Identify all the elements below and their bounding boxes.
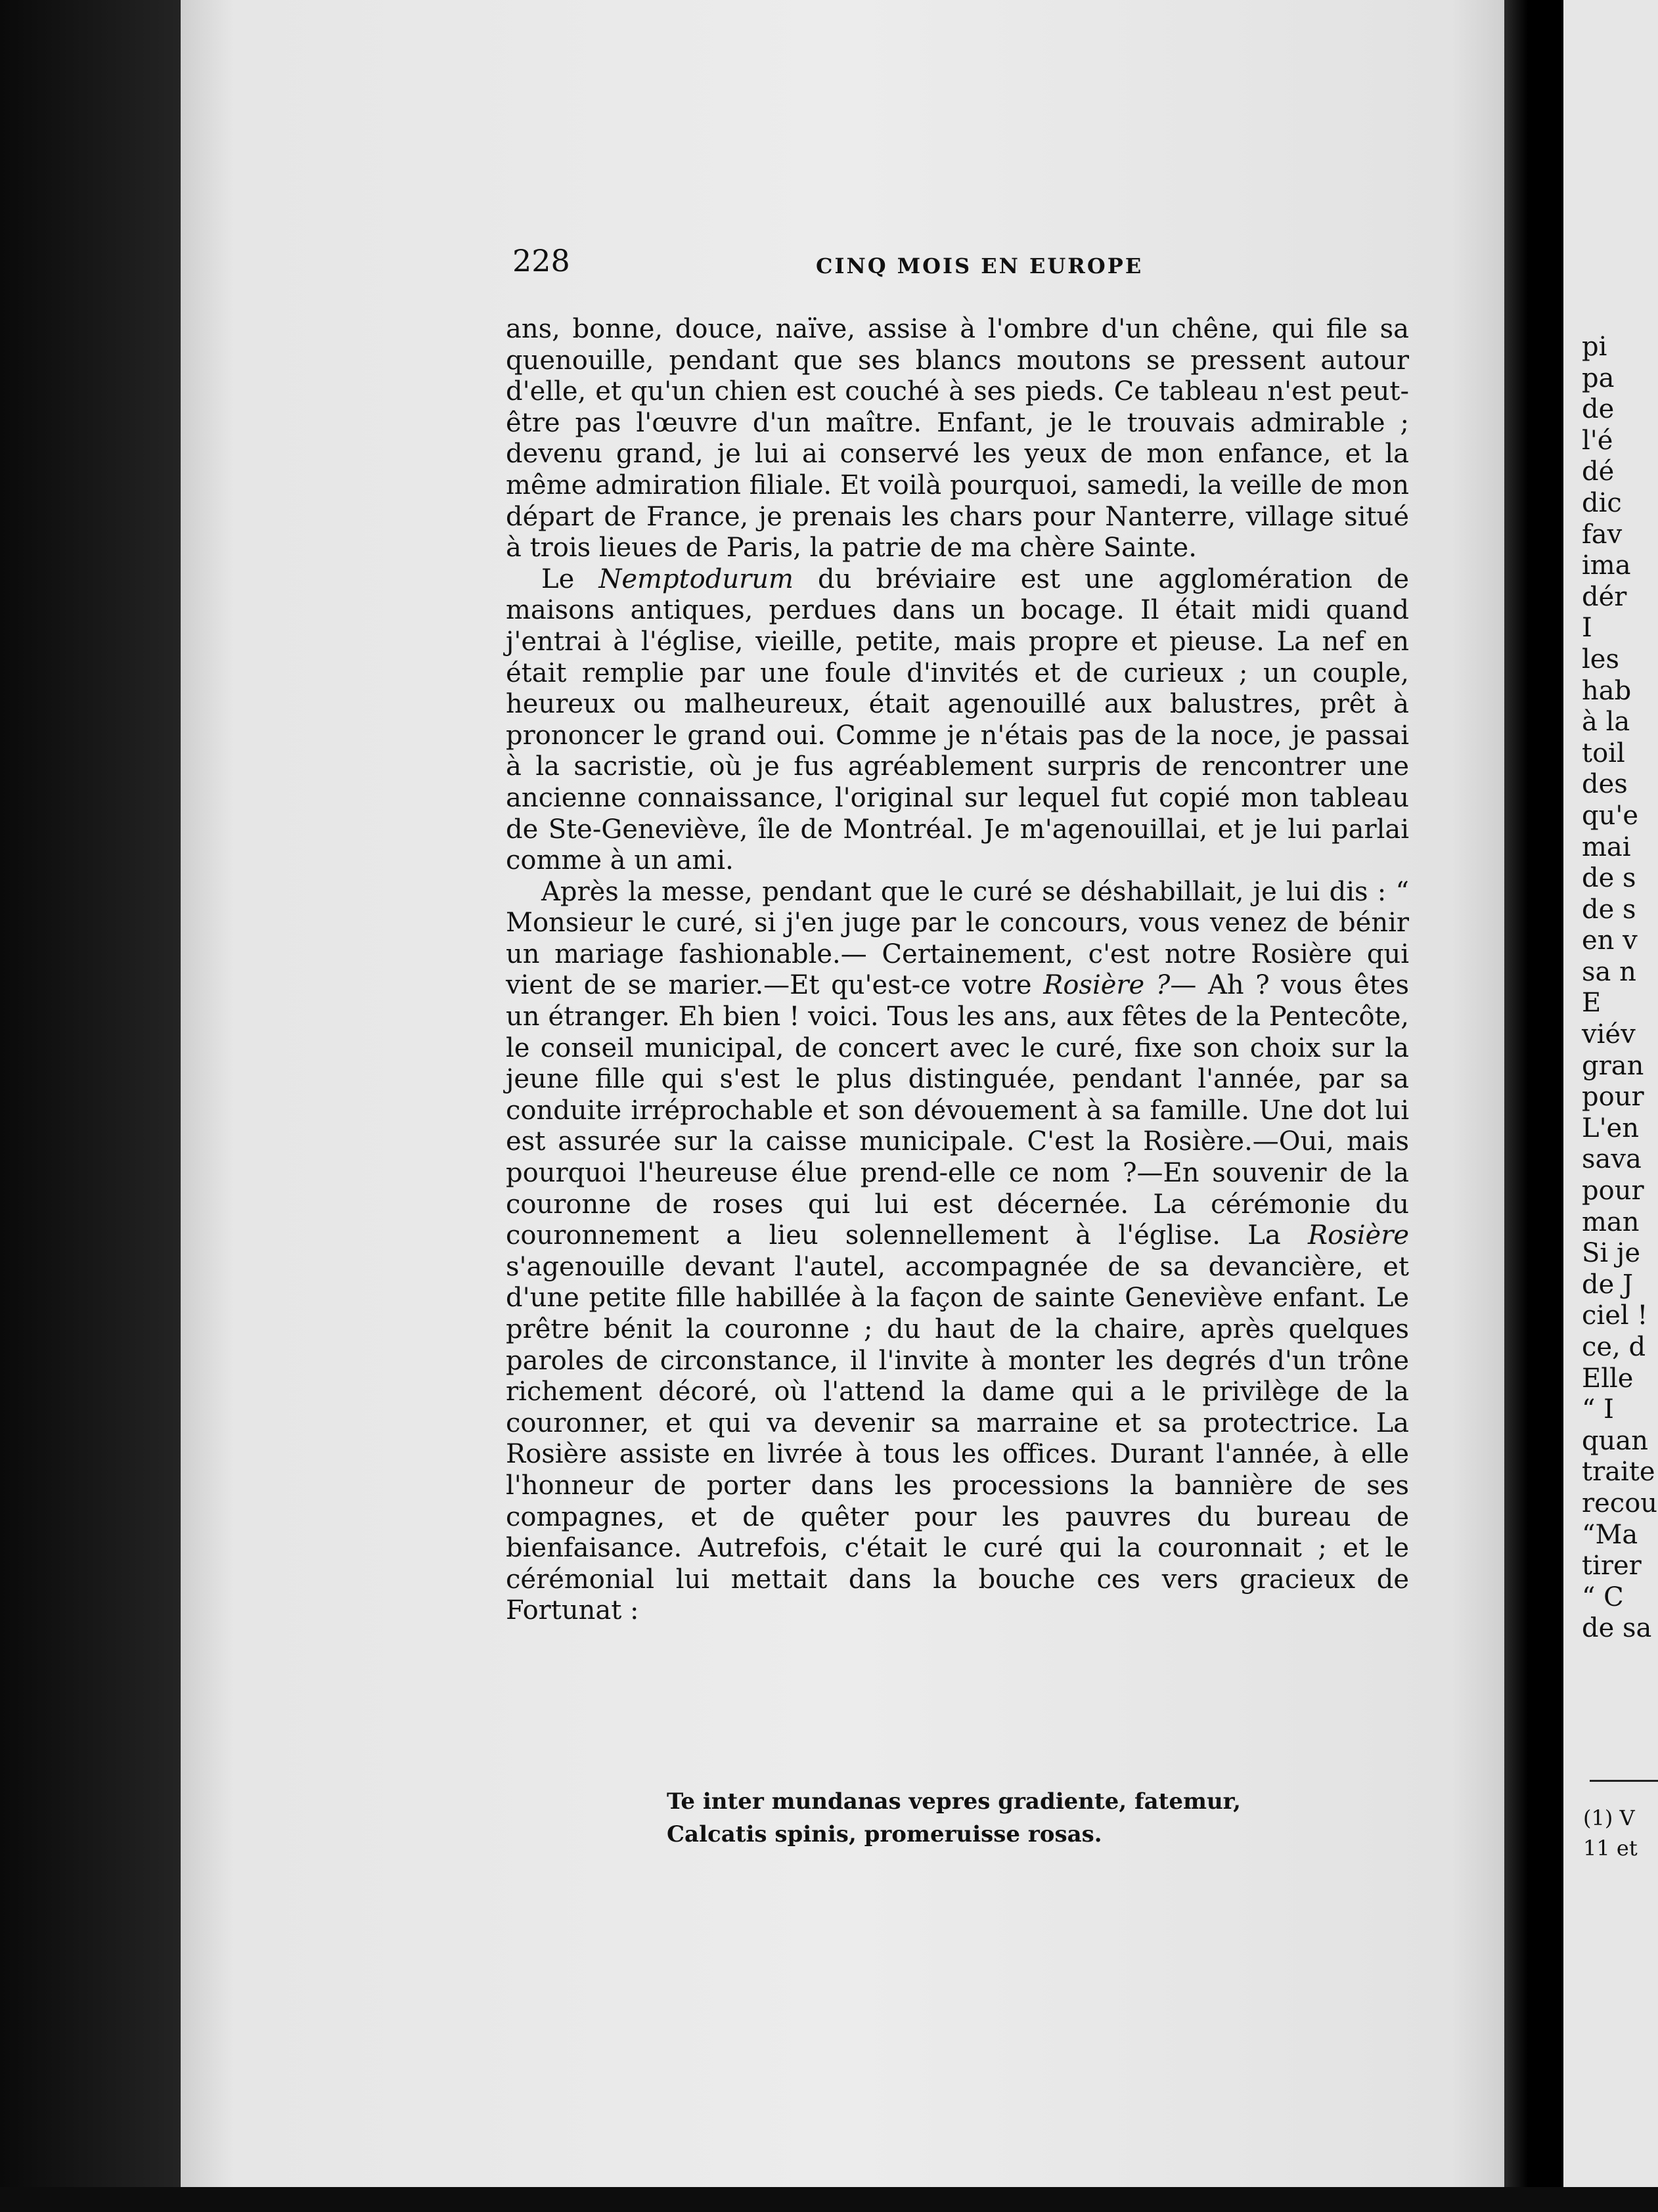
verse-line-1: Te inter mundanas vepres gradiente, fatemur, [667, 1788, 1241, 1815]
rosiere-italic-2: Rosière [1308, 1220, 1409, 1251]
paragraph-2 [506, 564, 1409, 877]
next-page-line: ima [1582, 550, 1631, 581]
next-page-line: mai [1582, 831, 1631, 862]
next-page-line: dér [1582, 581, 1627, 612]
next-page-line: qu'e [1582, 800, 1639, 831]
paragraph-3-part-a: Après la messe, pendant que le curé se déshabillait, je lui dis : “ Monsieur le curé, si j'en juge par le concours, vous venez de bénir un mariage fashionable.— Certainement, c'est notre Rosière qui vient de se marier.—Et qu'est-ce votre [506, 876, 1409, 1001]
next-page-line: “ C [1582, 1582, 1624, 1612]
next-page-line: l'é [1582, 425, 1613, 456]
next-page-footnotes [1583, 1803, 1638, 1863]
paragraph-3-part-c: s'agenouille devant l'autel, accompagnée de sa devancière, et d'une petite fille habillée à la façon de sainte Geneviève enfant. Le prêtre bénit la couronne ; du haut de la chaire, après quelques paroles de circonstance, il l'invite à monter les degrés d'un trône richement décoré, où l'attend la dame qui a le privilège de la couronner, et qui va devenir sa marraine et sa protectrice. La Rosière assiste en livrée à tous les offices. Durant l'année, à elle l'honneur de porter dans les processions la bannière de ses compagnes, et de quêter pour les pauvres du bureau de bienfaisance. Autrefois, c'était le curé qui la couronnait ; et le cérémonial lui mettait dans la bouche ces vers gracieux de Fortunat : [506, 1251, 1409, 1626]
next-page-line: de J [1582, 1269, 1634, 1300]
scan-bottom-edge [0, 2187, 1658, 2212]
next-page-line: L'en [1582, 1113, 1639, 1143]
next-page-line: Si je [1582, 1238, 1640, 1269]
next-page-line: “ I [1582, 1394, 1614, 1425]
next-page-fragment [1563, 0, 1658, 2212]
next-page-line: traite [1582, 1457, 1655, 1488]
next-page-line: pour [1582, 1176, 1644, 1206]
next-page-line: de s [1582, 863, 1636, 894]
next-page-line: fav [1582, 519, 1623, 550]
next-page-line: viév [1582, 1019, 1636, 1050]
next-page-line: sava [1582, 1144, 1642, 1175]
next-page-line: ciel ! [1582, 1300, 1648, 1331]
next-page-line: gran [1582, 1050, 1644, 1081]
next-page-line: pour [1582, 1082, 1644, 1113]
next-page-line: “Ma [1582, 1519, 1638, 1550]
next-page-line: en v [1582, 925, 1638, 956]
next-page-line: toil [1582, 738, 1625, 768]
next-page-line: E [1582, 988, 1602, 1019]
next-page-line: des [1582, 769, 1628, 800]
next-page-line: dé [1582, 456, 1615, 487]
next-page-line: pa [1582, 363, 1615, 393]
next-page-text [1582, 332, 1657, 1645]
next-page-line: de s [1582, 894, 1636, 925]
next-page-line: pi [1582, 332, 1607, 362]
next-page-line: recou [1582, 1488, 1658, 1518]
paragraph-2-lead: Le [541, 564, 599, 594]
paragraph-2-rest: du bréviaire est une agglomération de maisons antiques, perdues dans un bocage. Il était midi quand j'entrai à l'église, vieille, petite, mais propre et pieuse. La nef en était remplie par une foule d'invités et de curieux ; un couple, heureux ou malheureux, était agenouillé aux balustres, prêt à prononcer le grand oui. Comme je n'étais pas de la noce, je passai à la sacristie, où je fus agréablement surpris de rencontrer une ancienne connaissance, l'original sur lequel fut copié mon tableau de Ste-Geneviève, île de Montréal. Je m'agenouillai, et je lui parlai comme à un ami. [506, 564, 1410, 876]
next-page-line: les [1582, 644, 1619, 675]
next-page-line: hab [1582, 675, 1632, 706]
running-title: CINQ MOIS EN EUROPE [816, 254, 1144, 278]
rosiere-italic-1: Rosière ? [1043, 970, 1171, 1001]
paragraph-3-part-b: — Ah ? vous êtes un étranger. Eh bien ! voici. Tous les ans, aux fêtes de la Pentecôte, le conseil municipal, de concert avec le curé, fixe son choix sur la jeune fille qui s'est le plus distinguée, pendant l'année, par sa conduite irréprochable et son dévouement à sa famille. Une dot lui est assurée sur la caisse municipale. C'est la Rosière.—Oui, mais pourquoi l'heureuse élue prend-elle ce nom ?—En souvenir de la couronne de roses qui lui est décernée. La cérémonie du couronnement a lieu solennellement à l'église. La [506, 970, 1409, 1251]
next-page-line: ce, d [1582, 1332, 1646, 1362]
next-page-line: dic [1582, 487, 1622, 518]
next-page-line: I [1582, 613, 1592, 644]
next-page-line: sa n [1582, 956, 1636, 987]
next-page-line: de [1582, 394, 1615, 425]
next-page-line: de sa [1582, 1613, 1652, 1644]
nemptodurum-italic: Nemptodurum [598, 564, 794, 594]
latin-verse [667, 1785, 1324, 1851]
verse-line-2: Calcatis spinis, promeruisse rosas. [667, 1821, 1102, 1847]
next-page-line: Elle [1582, 1363, 1634, 1394]
page-number: 228 [512, 243, 570, 278]
page-header [512, 243, 1452, 289]
paragraph-3 [506, 877, 1409, 1627]
scan-left-margin [0, 0, 197, 2212]
footnote-rule [1590, 1780, 1658, 1782]
next-page-footnote-line: 11 et [1583, 1836, 1638, 1861]
next-page-footnote-line: (1) V [1583, 1805, 1635, 1830]
next-page-line: quan [1582, 1425, 1648, 1456]
paragraph-1: ans, bonne, douce, naïve, assise à l'ombre d'un chêne, qui file sa quenouille, pendant que ses blancs moutons se pressent autour d'elle, et qu'un chien est couché à ses pieds. Ce tableau n'est peut-être pas l'œuvre d'un maître. Enfant, je le trouvais admirable ; devenu grand, je lui ai conservé les yeux de mon enfance, et la même admiration filiale. Et voilà pourquoi, samedi, la veille de mon départ de France, je prenais les chars pour Nanterre, village situé à trois lieues de Paris, la patrie de ma chère Sainte. [506, 314, 1409, 564]
next-page-line: à la [1582, 707, 1630, 738]
next-page-line: tirer [1582, 1551, 1642, 1582]
book-gutter [1504, 0, 1563, 2212]
next-page-line: man [1582, 1206, 1640, 1237]
body-text [506, 314, 1409, 1627]
